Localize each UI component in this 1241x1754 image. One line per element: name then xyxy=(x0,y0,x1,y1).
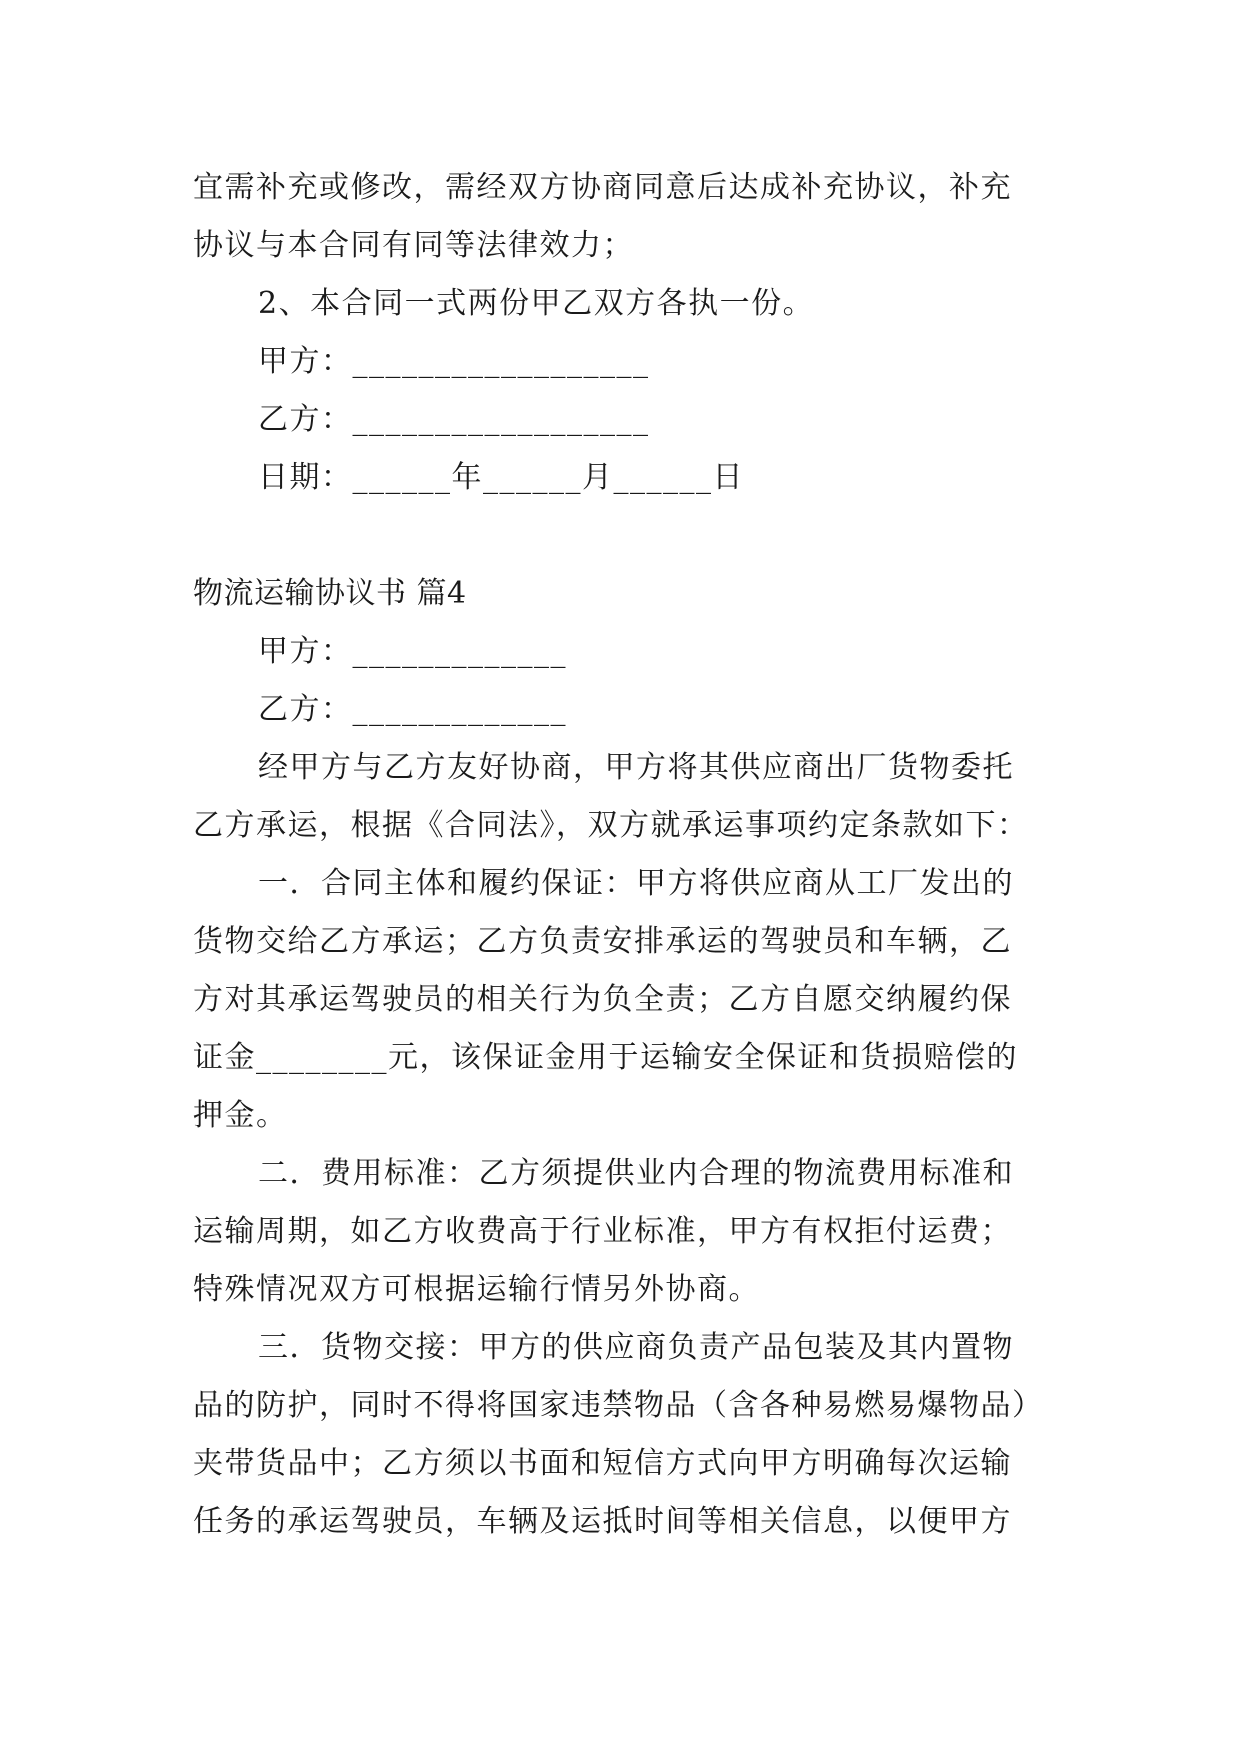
date-line: 日期：______年______月______日 xyxy=(258,460,744,495)
party-b-signature-line: 乙方：__________________ xyxy=(258,402,650,437)
body-text-line: 宜需补充或修改，需经双方协商同意后达成补充协议，补充 xyxy=(193,170,1012,205)
body-text-line: 任务的承运驾驶员，车辆及运抵时间等相关信息，以便甲方 xyxy=(193,1504,1012,1539)
body-text-line: 货物交给乙方承运；乙方负责安排承运的驾驶员和车辆，乙 xyxy=(193,924,1012,959)
body-text-line: 品的防护，同时不得将国家违禁物品（含各种易燃易爆物品） xyxy=(193,1388,1044,1423)
body-text-line: 经甲方与乙方友好协商，甲方将其供应商出厂货物委托 xyxy=(258,750,1014,785)
clause-2-line: 二．费用标准：乙方须提供业内合理的物流费用标准和 xyxy=(258,1156,1014,1191)
party-a-signature-line: 甲方：__________________ xyxy=(258,344,650,379)
body-text-line: 夹带货品中；乙方须以书面和短信方式向甲方明确每次运输 xyxy=(193,1446,1012,1481)
body-text-line: 乙方承运，根据《合同法》，双方就承运事项约定条款如下： xyxy=(193,808,1029,843)
body-text-line: 协议与本合同有同等法律效力； xyxy=(193,228,634,263)
clause-1-line: 一．合同主体和履约保证：甲方将供应商从工厂发出的 xyxy=(258,866,1014,901)
body-text-line: 方对其承运驾驶员的相关行为负全责；乙方自愿交纳履约保 xyxy=(193,982,1012,1017)
clause-3-line: 三．货物交接：甲方的供应商负责产品包装及其内置物 xyxy=(258,1330,1014,1365)
section-title: 物流运输协议书 篇4 xyxy=(193,576,467,611)
party-a-line: 甲方：_____________ xyxy=(258,634,567,669)
body-text-line: 运输周期，如乙方收费高于行业标准，甲方有权拒付运费； xyxy=(193,1214,1012,1249)
clause-2-line: 2、本合同一式两份甲乙双方各执一份。 xyxy=(258,286,815,321)
body-text-line: 押金。 xyxy=(193,1098,288,1133)
body-text-line: 证金________元，该保证金用于运输安全保证和货损赔偿的 xyxy=(193,1040,1018,1075)
party-b-line: 乙方：_____________ xyxy=(258,692,567,727)
body-text-line: 特殊情况双方可根据运输行情另外协商。 xyxy=(193,1272,760,1307)
